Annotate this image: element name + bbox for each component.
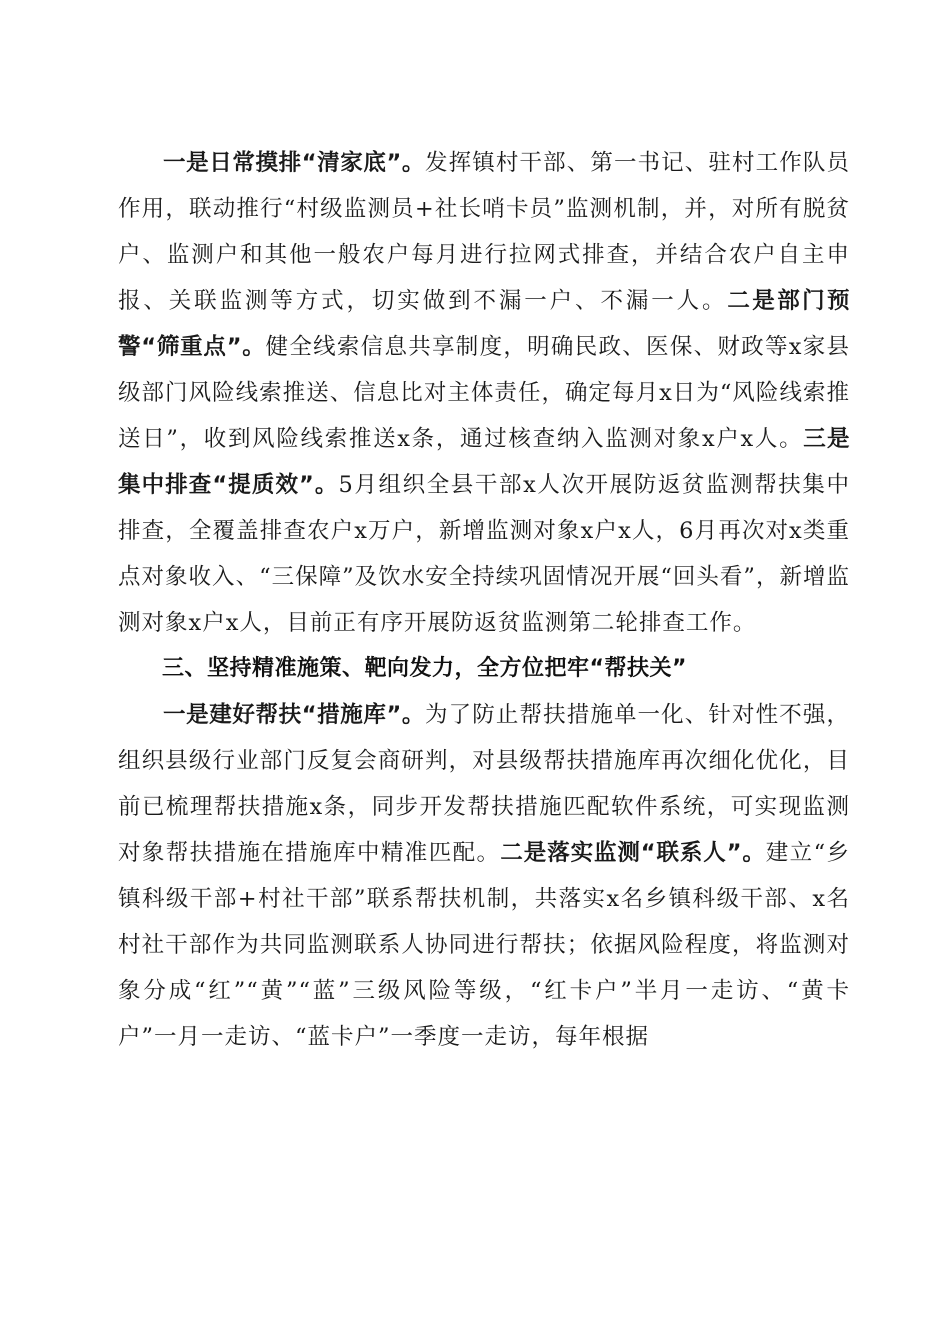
lead-centralized-screening: 三是集中排查“提质效”。 [118,426,850,498]
body-department-warning: 健全线索信息共享制度，明确民政、医保、财政等x家县级部门风险线索推送、信息比对主体责任，确定每月x日为“风险线索推送日”，收到风险线索推送x条，通过核查纳入监测对象x户x人。 [118,334,850,452]
body-centralized-screening: 5月组织全县干部x人次开展防返贫监测帮扶集中排查，全覆盖排查农户x万户，新增监测对象x户x人，6月再次对x类重点对象收入、“三保障”及饮水安全持续巩固情况开展“回头看”，新增监测对象x户x人，目前正有序开展防返贫监测第二轮排查工作。 [118,472,850,636]
lead-contact-person: 二是落实监测“联系人”。 [500,840,766,866]
lead-department-warning: 二是部门预警“筛重点”。 [118,288,850,360]
paragraph-monitoring [118,140,850,646]
body-measures-library: 为了防止帮扶措施单一化、针对性不强，组织县级行业部门反复会商研判，对县级帮扶措施库再次细化优化，目前已梳理帮扶措施x条，同步开发帮扶措施匹配软件系统，可实现监测对象帮扶措施在措施库中精准匹配。 [118,702,850,866]
paragraph-assistance [118,692,850,1060]
section-heading: 三、坚持精准施策、靶向发力，全方位把牢“帮扶关” [162,656,687,681]
lead-daily-screening: 一是日常摸排“清家底”。 [163,150,425,176]
body-contact-person: 建立“乡镇科级干部+村社干部”联系帮扶机制，共落实x名乡镇科级干部、x名村社干部作为共同监测联系人协同进行帮扶；依据风险程度，将监测对象分成“红”“黄”“蓝”三级风险等级，“红卡户”半月一走访、“黄卡户”一月一走访、“蓝卡户”一季度一走访，每年根据 [118,840,850,1050]
lead-measures-library: 一是建好帮扶“措施库”。 [163,702,425,728]
document-body [118,140,850,1060]
body-daily-screening: 发挥镇村干部、第一书记、驻村工作队员作用，联动推行“村级监测员+社长哨卡员”监测机制，并，对所有脱贫户、监测户和其他一般农户每月进行拉网式排查，并结合农户自主申报、关联监测等方式，切实做到不漏一户、不漏一人。 [118,150,850,314]
